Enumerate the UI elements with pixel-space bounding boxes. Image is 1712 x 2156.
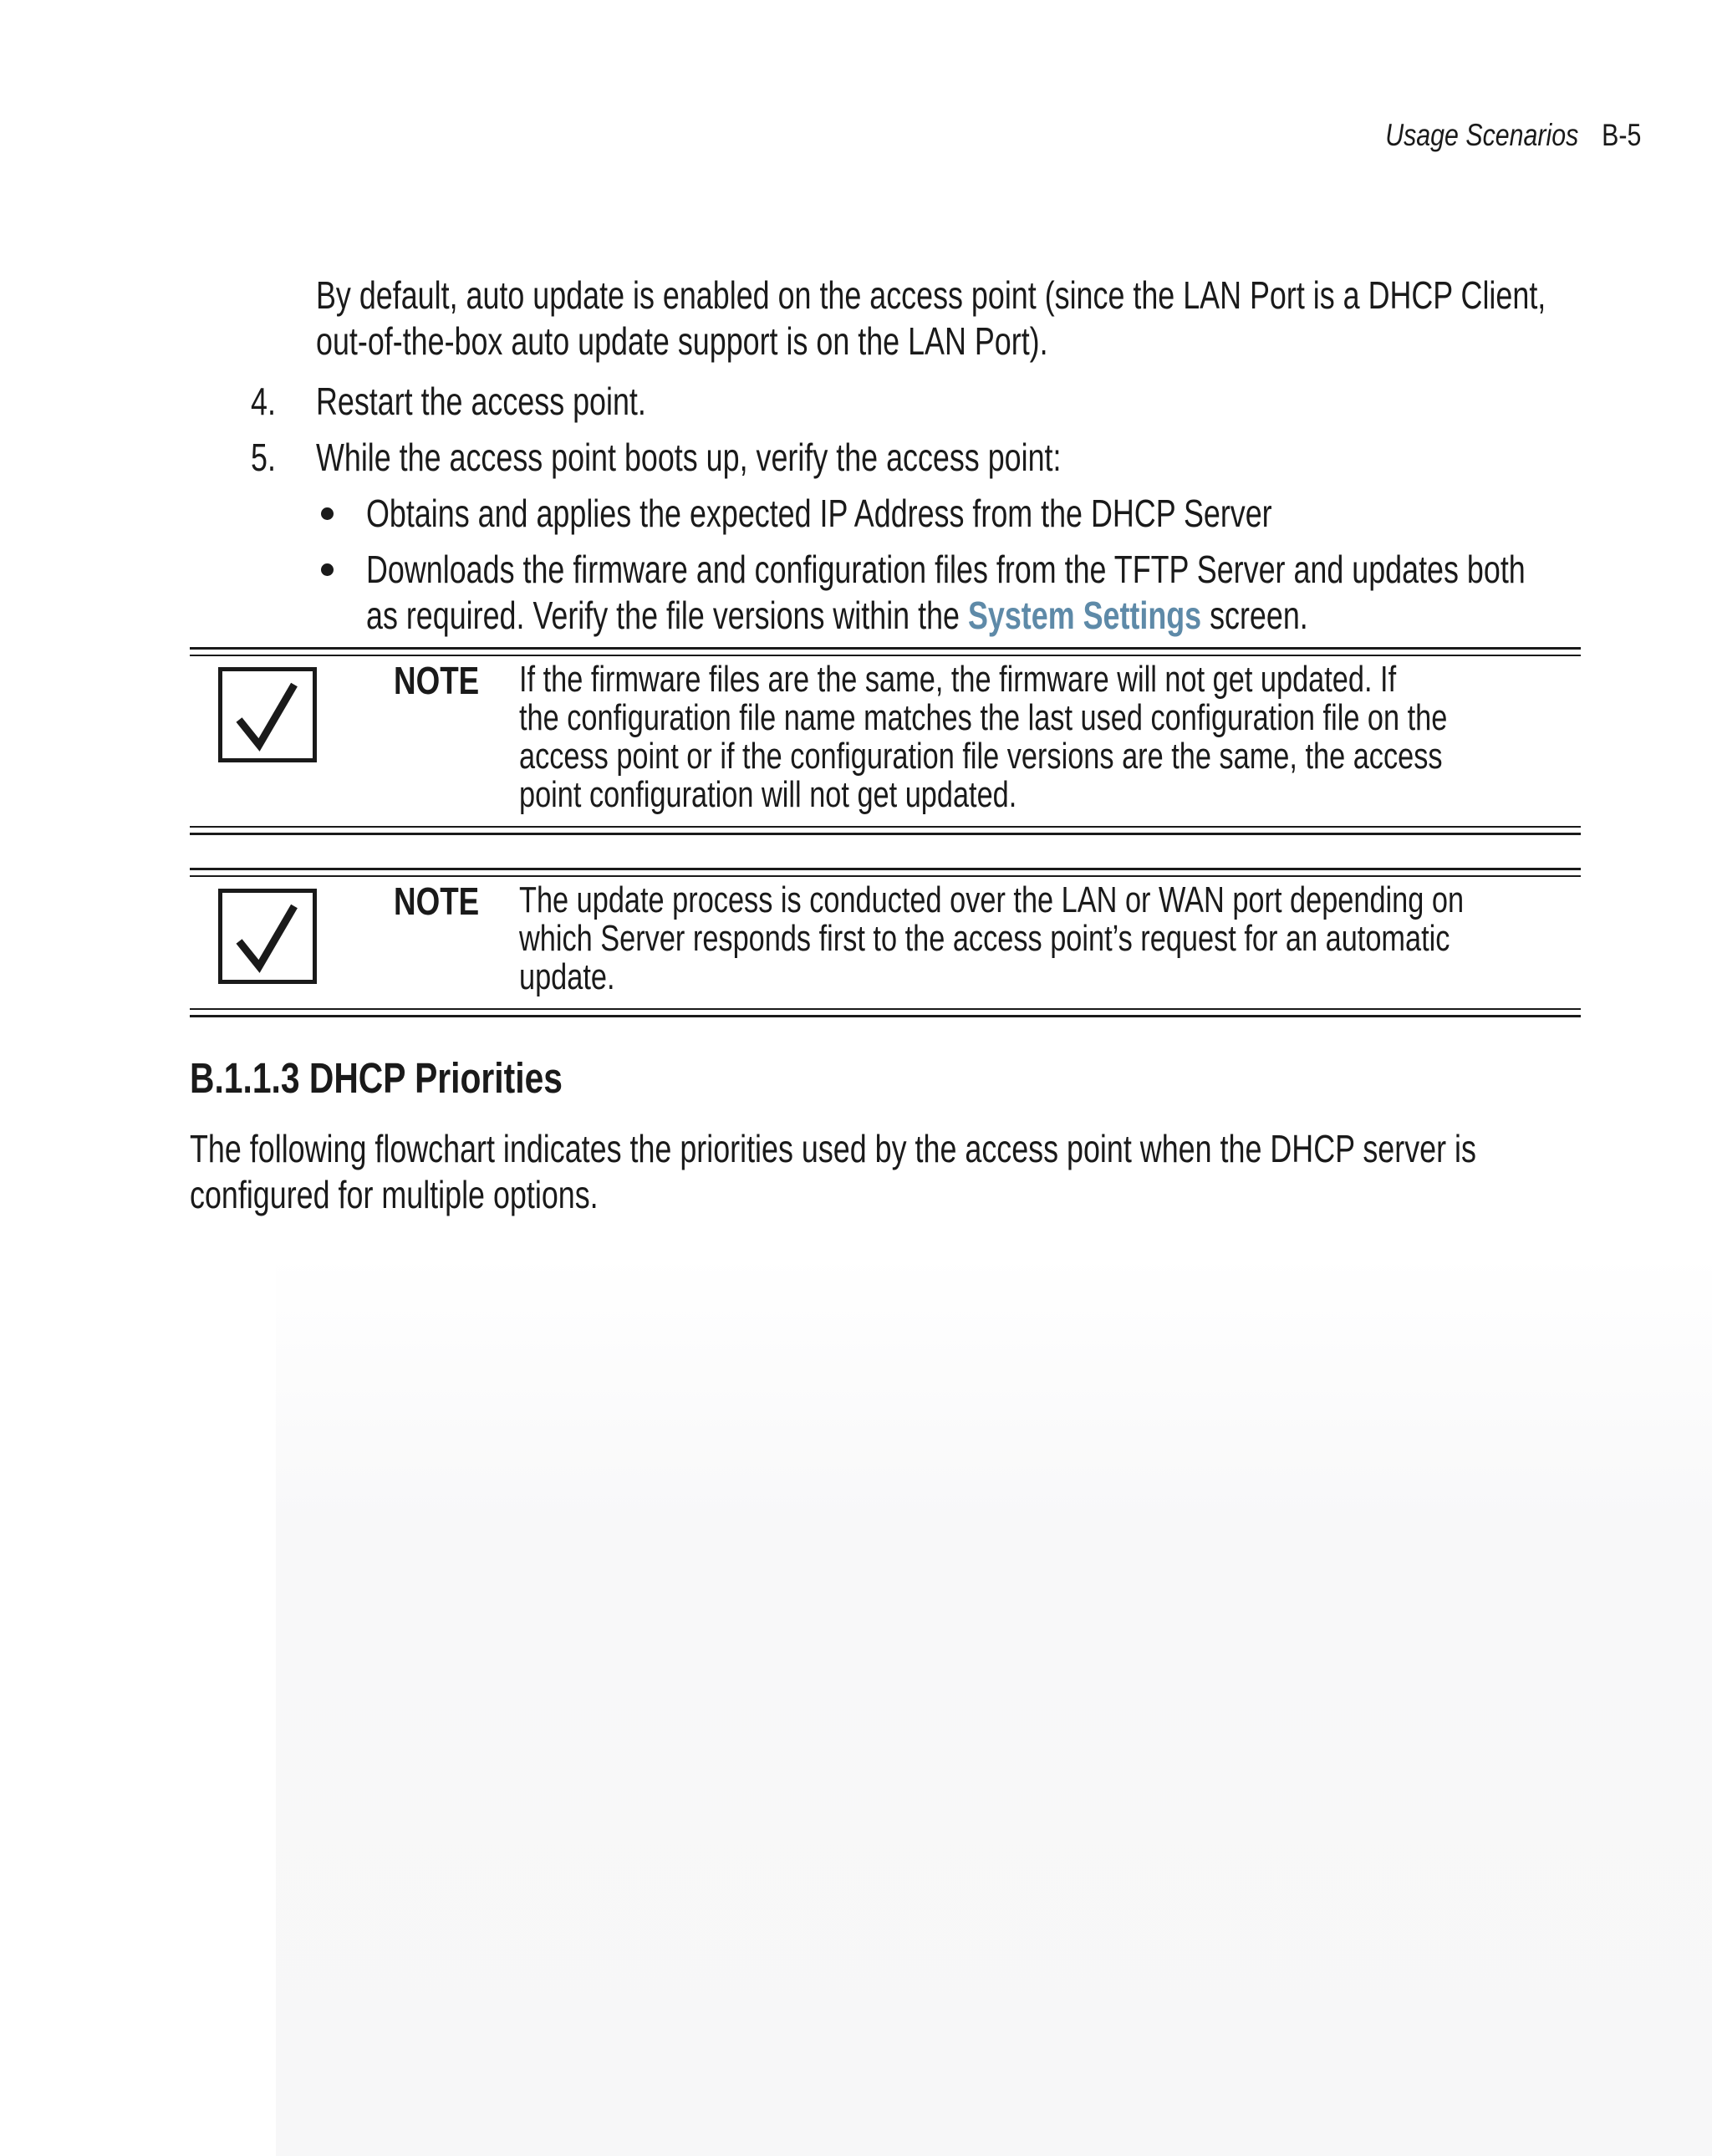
note-1-bottom-rule-inner [190, 826, 1581, 828]
bullet-dot-icon [321, 507, 334, 520]
note-2-line-1: The update process is conducted over the LAN or WAN port depending on [519, 879, 1465, 920]
intro-line-1: By default, auto update is enabled on the access point (since the LAN Port is a DHCP Client, [316, 273, 1546, 317]
checkmark-icon [234, 680, 301, 752]
note-2-top-rule-inner [190, 875, 1581, 877]
step-4-number: 4. [251, 380, 276, 423]
note-2-label: NOTE [394, 879, 480, 923]
note-2-bottom-rule-inner [190, 1008, 1581, 1010]
note-2-top-rule [190, 868, 1581, 870]
section-paragraph-line-1: The following flowchart indicates the priorities used by the access point when the DHCP server is [190, 1127, 1476, 1170]
checkmark-icon [234, 901, 301, 973]
bullet-1-text: Obtains and applies the expected IP Address from the DHCP Server [366, 492, 1272, 535]
note-1-line-4: point configuration will not get updated. [519, 774, 1017, 815]
page-shading [276, 1254, 1712, 2156]
note-2-line-3: update. [519, 956, 615, 997]
note-2-line-2: which Server responds first to the access point’s request for an automatic [519, 918, 1450, 959]
step-5-number: 5. [251, 436, 276, 479]
note-1-line-2: the configuration file name matches the last used configuration file on the [519, 697, 1448, 738]
bullet-2-text-after: screen. [1201, 594, 1308, 637]
bullet-2-text-before: as required. Verify the file versions within the [366, 594, 968, 637]
running-header [1385, 117, 1641, 154]
running-header-section: Usage Scenarios [1384, 118, 1578, 152]
section-paragraph-line-2: configured for multiple options. [190, 1173, 599, 1216]
bullet-2-line-2 [366, 593, 1308, 639]
step-5-text: While the access point boots up, verify the access point: [316, 436, 1062, 479]
bullet-2-line-1: Downloads the firmware and configuration files from the TFTP Server and updates both [366, 548, 1526, 591]
note-1-top-rule [190, 647, 1581, 650]
note-1-line-1: If the firmware files are the same, the firmware will not get updated. If [519, 659, 1397, 700]
note-1-label: NOTE [394, 659, 480, 702]
note-1-top-rule-inner [190, 655, 1581, 656]
note-1-body [519, 660, 1536, 814]
step-4-text: Restart the access point. [316, 380, 646, 423]
note-2-body [519, 881, 1536, 996]
system-settings-link[interactable]: System Settings [967, 594, 1202, 637]
checkmark-box-icon [218, 667, 317, 762]
note-2-bottom-rule [190, 1015, 1581, 1017]
bullet-dot-icon [321, 563, 334, 576]
section-heading: B.1.1.3 DHCP Priorities [190, 1054, 563, 1102]
checkmark-box-icon [218, 889, 317, 984]
note-1-bottom-rule [190, 833, 1581, 835]
intro-line-2: out-of-the-box auto update support is on the LAN Port). [316, 319, 1048, 363]
note-1-line-3: access point or if the configuration file versions are the same, the access [519, 736, 1443, 777]
page-number: B-5 [1601, 118, 1641, 152]
